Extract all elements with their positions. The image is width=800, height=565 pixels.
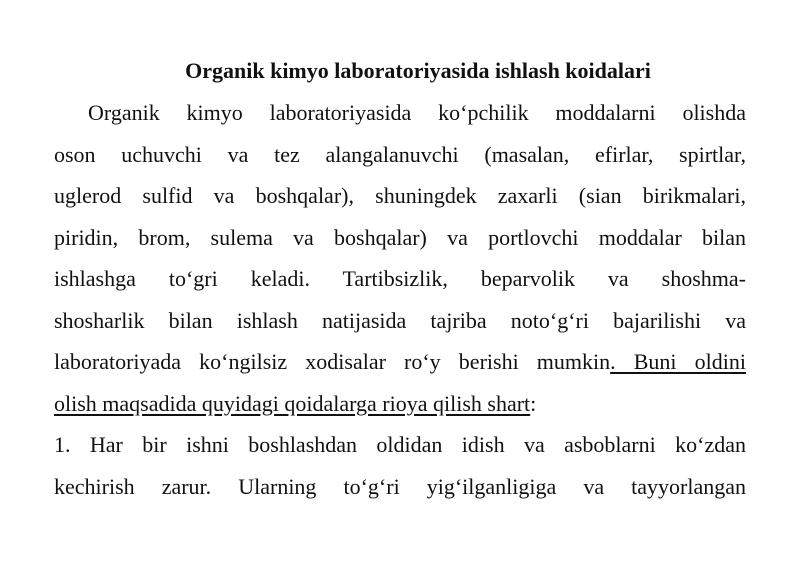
paragraph-line: [54, 341, 746, 383]
document-body: [54, 92, 746, 507]
rule-line: 1. Har bir ishni boshlashdan oldidan idish va asboblarni ko‘zdan: [54, 432, 746, 457]
paragraph-line: uglerod sulfid va boshqalar), shuningdek zaxarli (sian birikmalari,: [54, 183, 746, 208]
paragraph-line: oson uchuvchi va tez alangalanuvchi (masalan, efirlar, spirtlar,: [54, 141, 746, 167]
paragraph-line: piridin, brom, sulema va boshqalar) va portlovchi moddalar bilan: [54, 224, 746, 250]
paragraph-line: shosharlik bilan ishlash natijasida tajriba noto‘g‘ri bajarilishi va: [54, 307, 746, 333]
paragraph-text: laboratoriyada ko‘ngilsiz xodisalar ro‘y berishi mumkin: [54, 349, 611, 374]
underlined-text: olish maqsadida quyidagi qoidalarga rioya qilish shart: [54, 390, 531, 416]
paragraph-line: ishlashga to‘gri keladi. Tartibsizlik, beparvolik va shoshma-: [54, 266, 746, 291]
rule-line: kechirish zarur. Ularning to‘g‘ri yig‘ilganligiga va tayyorlangan: [54, 473, 746, 499]
paragraph-line: [54, 383, 746, 425]
document-title: Organik kimyo laboratoriyasida ishlash koidalari: [185, 58, 651, 83]
underlined-text: . Buni oldini: [610, 349, 747, 374]
paragraph-text: :: [530, 390, 537, 416]
paragraph-line: Organik kimyo laboratoriyasida ko‘pchilik moddalarni olishda: [88, 100, 746, 125]
